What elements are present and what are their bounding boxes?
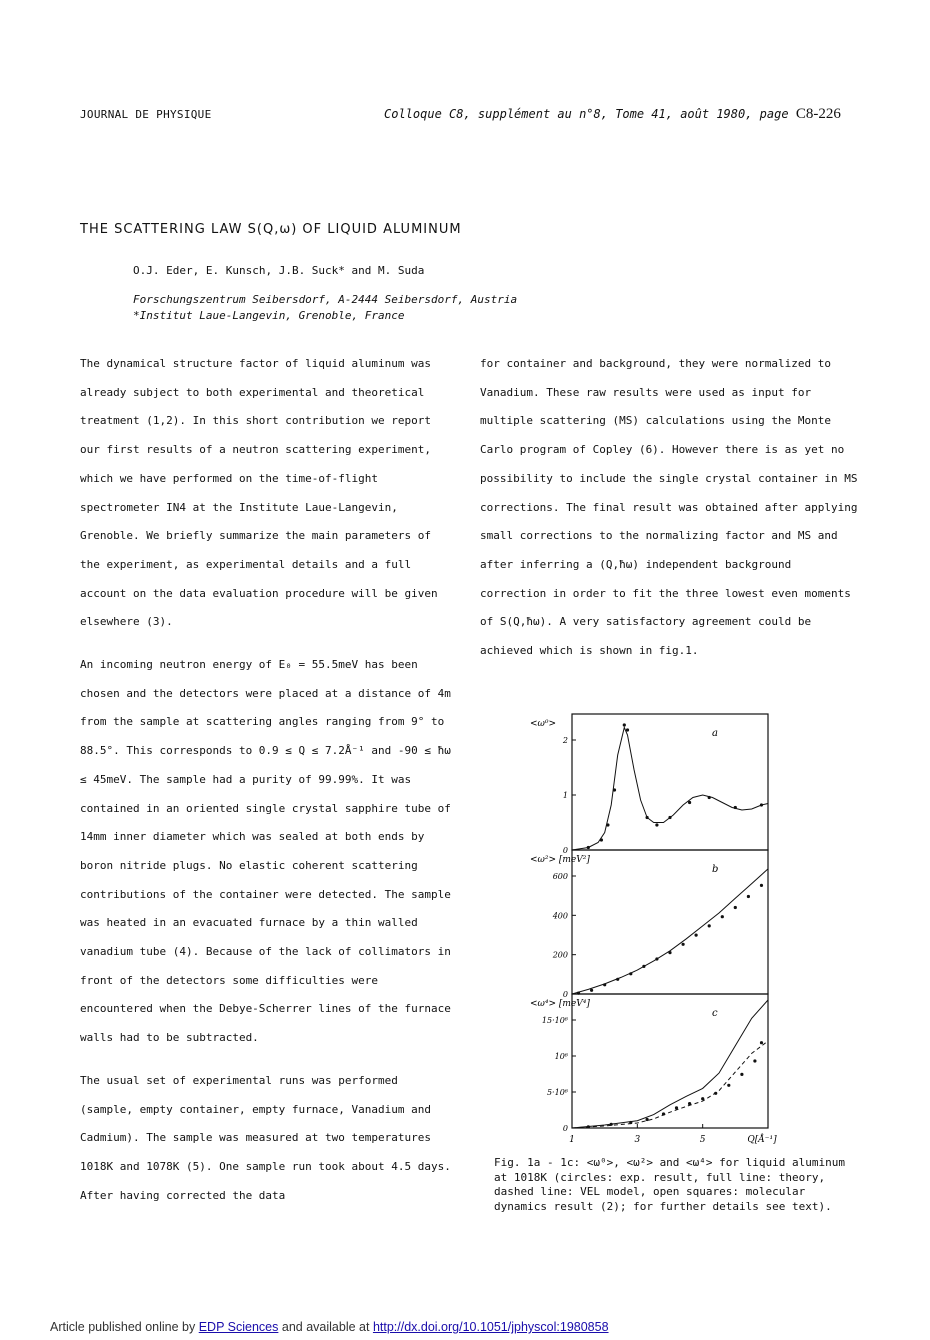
data-point <box>642 965 645 968</box>
panel-frame <box>572 714 768 850</box>
theory-line <box>572 869 768 994</box>
moments-figure <box>528 710 778 1150</box>
data-point <box>753 1059 756 1062</box>
y-tick-label: 2 <box>562 736 568 745</box>
data-point <box>760 1041 763 1044</box>
paragraph-runs: The usual set of experimental runs was performed (sample, empty container, empty furnace, Vanadium and Cadmium). The sample was measured at two temperatures 1018K and 1078K (5). One sample run took about 4.5 days. After having corrected the data <box>80 1073 451 1202</box>
y-tick-label: 0 <box>562 1124 568 1133</box>
data-point <box>760 884 763 887</box>
y-tick-label: 10⁶ <box>554 1052 568 1061</box>
data-point <box>587 1125 590 1128</box>
data-point <box>714 1092 717 1095</box>
doi-link[interactable]: http://dx.doi.org/10.1051/jphyscol:1980858 <box>372 1320 609 1334</box>
footer-prefix: Article published online by <box>50 1320 196 1334</box>
x-axis-label: Q[Å⁻¹] <box>747 1135 777 1145</box>
theory-line <box>572 728 768 851</box>
axis-ylabel: <ω⁰> <box>530 719 557 729</box>
data-point <box>646 1118 649 1121</box>
authors: O.J. Eder, E. Kunsch, J.B. Suck* and M. Suda <box>133 264 425 277</box>
panel-letter: b <box>712 864 719 875</box>
data-point <box>603 983 606 986</box>
y-tick-label: 0 <box>562 990 568 999</box>
data-point <box>747 895 750 898</box>
x-tick-label: 1 <box>569 1135 575 1145</box>
axis-ylabel: <ω⁴> [meV⁴] <box>530 999 590 1009</box>
data-point <box>629 1121 632 1124</box>
body-column-right <box>480 350 860 680</box>
data-point <box>668 816 671 819</box>
affiliation-1: Forschungszentrum Seibersdorf, A-2444 Seibersdorf, Austria <box>133 293 518 306</box>
journal-name: JOURNAL DE PHYSIQUE <box>80 108 212 121</box>
data-point <box>734 906 737 909</box>
data-point <box>708 796 711 799</box>
y-tick-label: 5·10⁶ <box>546 1088 568 1097</box>
body-column-left <box>80 350 455 1224</box>
data-point <box>606 823 609 826</box>
footer-middle: and available at <box>281 1320 370 1334</box>
axis-ylabel: <ω²> [meV²] <box>530 855 590 865</box>
data-point <box>646 816 649 819</box>
x-tick-label: 5 <box>699 1135 706 1145</box>
y-tick-label: 1 <box>562 791 568 800</box>
panel-letter: a <box>712 728 718 739</box>
data-point <box>734 806 737 809</box>
data-point <box>688 1102 691 1105</box>
data-point <box>701 1097 704 1100</box>
data-point <box>708 924 711 927</box>
data-point <box>626 728 629 731</box>
data-point <box>610 1123 613 1126</box>
colloque-header <box>384 106 841 123</box>
panel-frame <box>572 994 768 1128</box>
paragraph-results: for container and background, they were normalized to Vanadium. These raw results were used as input for multiple scattering (MS) calculations using the Monte Carlo program of Copley (6). However there is as yet no possibility to include the single crystal container in MS corrections. The final result was obtained after applying small corrections to the normalizing factor and MS and after inferring a (Q,ħω) independent background correction in order to fit the three lowest even moments of S(Q,ħω). A very satisfactory agreement could be achieved which is shown in fig.1. <box>480 357 858 658</box>
figure-caption: Fig. 1a - 1c: <ω⁰>, <ω²> and <ω⁴> for liquid aluminum at 1018K (circles: exp. result, full line: theory, dashed line: VEL model, open squares: molecular dynamics result (2); for further details see text). <box>494 1156 845 1213</box>
edp-link[interactable]: EDP Sciences <box>198 1320 279 1334</box>
data-point <box>682 943 685 946</box>
y-tick-label: 400 <box>552 911 568 921</box>
data-point <box>590 989 593 992</box>
data-point <box>688 801 691 804</box>
data-point <box>587 846 590 849</box>
data-point <box>613 788 616 791</box>
data-point <box>616 978 619 981</box>
affiliation-2: *Institut Laue-Langevin, Grenoble, France <box>133 309 405 322</box>
data-point <box>727 1084 730 1087</box>
data-point <box>675 1106 678 1109</box>
data-point <box>600 838 603 841</box>
data-point <box>740 1073 743 1076</box>
data-point <box>623 723 626 726</box>
footer <box>50 1320 609 1334</box>
theory-line <box>572 1000 768 1128</box>
x-tick-label: 3 <box>634 1135 641 1145</box>
data-point <box>629 972 632 975</box>
data-point <box>662 1112 665 1115</box>
data-point <box>655 823 658 826</box>
data-point <box>655 957 658 960</box>
affiliations <box>133 292 517 324</box>
paragraph-setup: An incoming neutron energy of E₀ = 55.5meV has been chosen and the detectors were placed at a distance of 4m from the sample at scattering angles ranging from 9° to 88.5°. This corresponds to 0.9 ≤ Q ≤ 7.2Å⁻¹ and -90 ≤ ħω ≤ 45meV. The sample had a purity of 99.99%. It was contained in an oriented single crystal sapphire tube of 14mm inner diameter which was sealed at both ends by boron nitride plugs. No elastic coherent scattering contributions of the container were detected. The sample was heated in an evacuated furnace by a thin walled vanadium tube (4). Because of the lack of collimators in front of the detectors some difficulties were encountered when the Debye-Scherrer lines of the furnace walls had to be subtracted. <box>80 658 451 1045</box>
paragraph-intro: The dynamical structure factor of liquid aluminum was already subject to both experimental and theoretical treatment (1,2). In this short contribution we report our first results of a neutron scattering experiment, which we have performed on the time-of-flight spectrometer IN4 at the Institute Laue-Langevin, Grenoble. We briefly summarize the main parameters of the experiment, as experimental details and a full account on the data evaluation procedure will be given elsewhere (3). <box>80 357 438 629</box>
panel-frame <box>572 850 768 994</box>
data-point <box>695 934 698 937</box>
y-tick-label: 600 <box>552 872 568 881</box>
y-tick-label: 15·10⁶ <box>541 1016 568 1025</box>
data-point <box>760 803 763 806</box>
data-point <box>668 951 671 954</box>
data-point <box>721 915 724 918</box>
panel-letter: c <box>712 1008 718 1019</box>
paper-title: THE SCATTERING LAW S(Q,ω) OF LIQUID ALUMINUM <box>80 222 462 237</box>
colloque-info: Colloque C8, supplément au n°8, Tome 41, août 1980, page <box>384 107 789 121</box>
y-tick-label: 0 <box>562 846 568 855</box>
vel-model-line <box>572 1041 768 1128</box>
y-tick-label: 200 <box>552 950 568 960</box>
page-number: C8-226 <box>795 106 841 122</box>
